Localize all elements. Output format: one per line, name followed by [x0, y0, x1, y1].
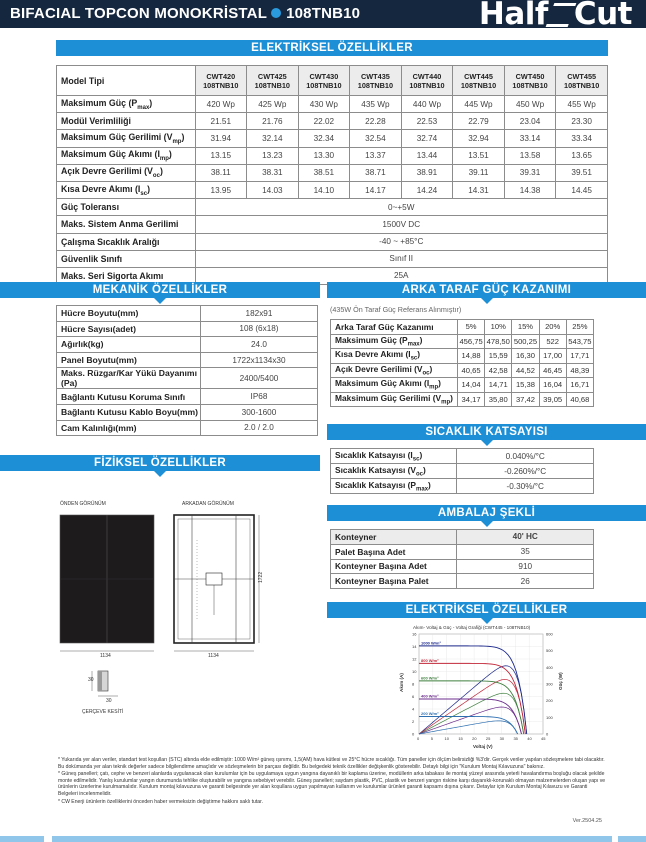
percent-cell: 25%: [566, 320, 593, 335]
value-cell: 24.0: [200, 337, 317, 353]
temperature-row: [331, 449, 594, 464]
value-cell: 32.74: [401, 130, 453, 147]
y-tick-label: 0: [412, 731, 415, 737]
rear-row: [331, 349, 594, 364]
value-cell: 425 Wp: [247, 96, 299, 113]
back-view-label: ARKADAN GÖRÜNÜM: [182, 501, 234, 507]
electrical-row: [57, 147, 608, 164]
value-cell: 22.28: [350, 113, 402, 130]
value-cell: 32.94: [453, 130, 505, 147]
row-label: Maks. Rüzgar/Kar Yükü Dayanımı (Pa): [57, 368, 201, 389]
electrical-row: [57, 130, 608, 147]
row-label: Hücre Boyutu(mm): [57, 306, 201, 322]
value-cell: 13.37: [350, 147, 402, 164]
value-cell: 40,65: [457, 363, 484, 378]
brand-slash-mark: [545, 3, 576, 27]
value-cell: 430 Wp: [298, 96, 350, 113]
value-cell: 33.14: [504, 130, 556, 147]
rear-power-note: (435W Ön Taraf Güç Referans Alınmıştır): [330, 305, 462, 314]
model-header-cell: CWT420 108TNB10: [195, 66, 247, 96]
packaging-row: [331, 559, 594, 574]
frame-width-label: 30: [106, 698, 112, 704]
value-cell: 14.17: [350, 181, 402, 198]
value-cell: 14,04: [457, 378, 484, 393]
value-cell: 40,68: [566, 392, 593, 407]
value-cell: 522: [539, 334, 566, 349]
value-cell: 38.11: [195, 164, 247, 181]
rear-header-row: [331, 320, 594, 335]
row-label: Sıcaklık Katsayısı $(P_{max})$: [331, 479, 457, 494]
model-header-cell: CWT450 108TNB10: [504, 66, 556, 96]
x-axis-label: Voltaj (V): [473, 744, 493, 749]
row-label: Konteyner: [331, 530, 457, 545]
value-cell: 38.51: [298, 164, 350, 181]
mechanical-row: [57, 337, 318, 353]
value-cell: -0.30%/°C: [457, 479, 594, 494]
value-cell: 13.15: [195, 147, 247, 164]
y-tick-label: 16: [412, 631, 417, 637]
value-cell: 23.04: [504, 113, 556, 130]
row-label: Konteyner Başına Adet: [331, 559, 457, 574]
row-label: Güvenlik Sınıfı: [57, 250, 196, 267]
frame-section-icon: [92, 671, 118, 696]
temperature-row: [331, 479, 594, 494]
mechanical-row: [57, 321, 318, 337]
value-cell: Sınıf II: [195, 250, 608, 267]
electrical-table: [56, 65, 608, 285]
y-tick-label: 6: [412, 694, 415, 699]
packaging-section-title: AMBALAJ ŞEKLİ: [327, 505, 646, 521]
value-cell: 182x91: [200, 306, 317, 322]
series-label: 200 W/m²: [421, 711, 439, 716]
row-label: Maks. Seri Sigorta Akımı: [57, 267, 196, 284]
value-cell: 0.040%/°C: [457, 449, 594, 464]
row-label: Açık Devre Gerilimi $(V_{oc})$: [57, 164, 196, 181]
y2-tick-label: 100: [546, 714, 553, 720]
model-header-cell: CWT455 108TNB10: [556, 66, 608, 96]
row-label: Modül Verimliliği: [57, 113, 196, 130]
series-label: 600 W/m²: [421, 675, 439, 681]
mechanical-row: [57, 404, 318, 420]
percent-cell: 20%: [539, 320, 566, 335]
row-label: Arka Taraf Güç Kazanımı: [331, 320, 458, 335]
value-cell: 13.30: [298, 147, 350, 164]
rear-row: [331, 378, 594, 393]
row-label: Maksimum Güç $(P_{max})$: [57, 96, 196, 113]
value-cell: 13.58: [504, 147, 556, 164]
value-cell: 1722x1134x30: [200, 352, 317, 368]
row-label: Palet Başına Adet: [331, 544, 457, 559]
y-tick-label: 14: [412, 644, 417, 649]
packaging-header-row: [331, 530, 594, 545]
value-cell: 435 Wp: [350, 96, 402, 113]
model-header-cell: CWT440 108TNB10: [401, 66, 453, 96]
value-cell: 455 Wp: [556, 96, 608, 113]
header-bar: [0, 0, 646, 32]
row-label: Sıcaklık Katsayısı $(V_{oc})$: [331, 464, 457, 479]
value-cell: 25A: [195, 267, 608, 284]
electrical-span-row: [57, 216, 608, 233]
physical-section-title: FİZİKSEL ÖZELLİKLER: [0, 455, 320, 471]
value-cell: 40' HC: [457, 530, 594, 545]
series-label: 1000 W/m²: [421, 640, 441, 646]
value-cell: 17,00: [539, 349, 566, 364]
value-cell: 14.24: [401, 181, 453, 198]
rear-row: [331, 363, 594, 378]
value-cell: 23.30: [556, 113, 608, 130]
value-cell: 14.31: [453, 181, 505, 198]
value-cell: 32.34: [298, 130, 350, 147]
electrical-row: [57, 181, 608, 198]
x-tick-label: 20: [472, 736, 477, 741]
value-cell: 35: [457, 544, 594, 559]
row-label: Sıcaklık Katsayısı $(I_{sc})$: [331, 449, 457, 464]
model-header-cell: CWT425 108TNB10: [247, 66, 299, 96]
value-cell: 16,30: [512, 349, 539, 364]
x-tick-label: 0: [417, 736, 420, 741]
temperature-section-title: SICAKLIK KATSAYISI: [327, 424, 646, 440]
model-header-cell: CWT430 108TNB10: [298, 66, 350, 96]
value-cell: 1500V DC: [195, 216, 608, 233]
front-view-label: ÖNDEN GÖRÜNÜM: [60, 501, 106, 507]
rear-power-table: [330, 319, 594, 407]
value-cell: 22.02: [298, 113, 350, 130]
version-label: Ver.2504.25: [572, 818, 602, 824]
value-cell: 38.31: [247, 164, 299, 181]
iv-chart: [385, 622, 575, 754]
value-cell: 33.34: [556, 130, 608, 147]
value-cell: 13.23: [247, 147, 299, 164]
mechanical-row: [57, 352, 318, 368]
value-cell: 21.76: [247, 113, 299, 130]
row-label: Maksimum Güç $(P_{max})$: [331, 334, 458, 349]
temperature-row: [331, 464, 594, 479]
y-tick-label: 2: [412, 719, 415, 724]
value-cell: 17,71: [566, 349, 593, 364]
value-cell: 44,52: [512, 363, 539, 378]
value-cell: 16,71: [566, 378, 593, 393]
value-cell: 39,05: [539, 392, 566, 407]
electrical-span-row: [57, 199, 608, 216]
value-cell: 445 Wp: [453, 96, 505, 113]
footnote-paragraph: * Yukarıda yer alan veriler, standart test koşulları (STC) altında elde edilmiştir: 1000 W/m² güneş ışınımı, 1,5(AM) hava kütlesi ve 25°C hücre sıcaklığı. Tüm paneller için ölçüm belirsizliği %3'dir. Gerçek veriler yapılan sözleşmelere tabi olacaktır. Bu dokümanda yer alan teknik değerler sadece bilgilendirme amaçlıdır ve sözleşmelerin bir parçası değildir. Bu belgedeki teknik özellikler değişkenlik gösterebilir. Detaylı bilgi için "Kurulum Montaj Kılavuzuna" bakınız.: [58, 757, 605, 770]
footnote-paragraph: * CW Enerji ürünlerin özelliklerini önceden haber vermeksizin değiştirme hakkını saklı tutar.: [58, 798, 263, 805]
value-cell: 0~+5W: [195, 199, 608, 216]
value-cell: 46,45: [539, 363, 566, 378]
value-cell: 440 Wp: [401, 96, 453, 113]
row-label: Çalışma Sıcaklık Aralığı: [57, 233, 196, 250]
value-cell: 22.53: [401, 113, 453, 130]
value-cell: 39.31: [504, 164, 556, 181]
value-cell: 42,58: [485, 363, 512, 378]
value-cell: 21.51: [195, 113, 247, 130]
back-width-label: 1134: [208, 653, 219, 659]
value-cell: 14.03: [247, 181, 299, 198]
value-cell: 13.95: [195, 181, 247, 198]
physical-drawing: [52, 495, 320, 725]
back-height-label: 1722: [258, 571, 264, 583]
electrical-row: [57, 164, 608, 181]
value-cell: 108 (6x18): [200, 321, 317, 337]
value-cell: -40 ~ +85°C: [195, 233, 608, 250]
row-label: Kısa Devre Akımı $(I_{sc})$: [331, 349, 458, 364]
value-cell: 38.91: [401, 164, 453, 181]
row-label: Kısa Devre Akımı $(I_{sc})$: [57, 181, 196, 198]
value-cell: 420 Wp: [195, 96, 247, 113]
row-label: Maks. Sistem Anma Gerilimi: [57, 216, 196, 233]
rear-power-section-title: ARKA TARAF GÜÇ KAZANIMI: [327, 282, 646, 298]
temperature-table: [330, 448, 594, 494]
x-tick-label: 5: [430, 736, 434, 741]
model-header-cell: CWT435 108TNB10: [350, 66, 402, 96]
value-cell: 16,04: [539, 378, 566, 393]
packaging-row: [331, 544, 594, 559]
value-cell: 450 Wp: [504, 96, 556, 113]
value-cell: 13.44: [401, 147, 453, 164]
value-cell: 543,75: [566, 334, 593, 349]
footnotes: [58, 757, 606, 806]
electrical-row: [57, 113, 608, 130]
value-cell: 13.51: [453, 147, 505, 164]
value-cell: 22.79: [453, 113, 505, 130]
row-label: Açık Devre Gerilimi $(V_{oc})$: [331, 363, 458, 378]
x-tick-label: 35: [513, 736, 518, 741]
value-cell: 32.54: [350, 130, 402, 147]
value-cell: 38.71: [350, 164, 402, 181]
value-cell: 2.0 / 2.0: [200, 420, 317, 436]
y2-tick-label: 600: [546, 631, 553, 637]
bullet-dot: [271, 8, 281, 18]
y2-tick-label: 200: [546, 698, 553, 704]
value-cell: 14,88: [457, 349, 484, 364]
value-cell: 15,59: [485, 349, 512, 364]
value-cell: IP68: [200, 389, 317, 405]
value-cell: 2400/5400: [200, 368, 317, 389]
brand-logo: Half Cut: [478, 0, 632, 32]
value-cell: 14.45: [556, 181, 608, 198]
value-cell: -0.260%/°C: [457, 464, 594, 479]
x-tick-label: 25: [485, 736, 491, 741]
row-label: Cam Kalınlığı(mm): [57, 420, 201, 436]
front-width-label: 1134: [100, 653, 111, 659]
value-cell: 500,25: [512, 334, 539, 349]
value-cell: 15,38: [512, 378, 539, 393]
value-cell: 300-1600: [200, 404, 317, 420]
electrical-span-row: [57, 250, 608, 267]
row-label: Bağlantı Kutusu Koruma Sınıfı: [57, 389, 201, 405]
series-label: 800 W/m²: [421, 657, 439, 663]
value-cell: 37,42: [512, 392, 539, 407]
electrical-span-row: [57, 233, 608, 250]
percent-cell: 5%: [457, 320, 484, 335]
row-label: Hücre Sayısı(adet): [57, 321, 201, 337]
value-cell: 34,17: [457, 392, 484, 407]
value-cell: 31.94: [195, 130, 247, 147]
mechanical-table: [56, 305, 318, 436]
y-tick-label: 12: [412, 656, 417, 662]
mechanical-section-title: MEKANİK ÖZELLİKLER: [0, 282, 320, 298]
value-cell: 14.38: [504, 181, 556, 198]
y2-tick-label: 400: [546, 664, 553, 670]
value-cell: 478,50: [485, 334, 512, 349]
value-cell: 39.51: [556, 164, 608, 181]
row-label: Panel Boyutu(mm): [57, 352, 201, 368]
front-panel-icon: [60, 515, 154, 643]
rear-row: [331, 392, 594, 407]
y2-tick-label: 300: [546, 681, 553, 687]
row-label: Maksimum Güç Gerilimi $(V_{mp})$: [331, 392, 458, 407]
frame-height-label: 30: [88, 677, 94, 683]
row-label: Maksimum Güç Akımı $(I_{mp})$: [57, 147, 196, 164]
percent-cell: 15%: [512, 320, 539, 335]
value-cell: 14,71: [485, 378, 512, 393]
value-cell: 26: [457, 574, 594, 589]
series-label: 400 W/m²: [421, 693, 439, 699]
model-header-cell: CWT445 108TNB10: [453, 66, 505, 96]
row-label: Ağırlık(kg): [57, 337, 201, 353]
row-label: Maksimum Güç Gerilimi $(V_{mp})$: [57, 130, 196, 147]
iv-chart-section-title: ELEKTRİKSEL ÖZELLİKLER: [327, 602, 646, 618]
x-tick-label: 30: [499, 736, 505, 741]
row-label: Güç Toleransı: [57, 199, 196, 216]
bottom-strip: [0, 836, 646, 842]
mechanical-row: [57, 306, 318, 322]
value-cell: 39.11: [453, 164, 505, 181]
row-label: Maksimum Güç Akımı $(I_{mp})$: [331, 378, 458, 393]
y-tick-label: 8: [412, 681, 415, 687]
frame-section-label: ÇERÇEVE KESİTİ: [82, 709, 124, 715]
y2-tick-label: 0: [546, 731, 549, 737]
model-type-label: Model Tipi: [57, 66, 196, 96]
mechanical-row: [57, 420, 318, 436]
x-tick-label: 40: [527, 736, 532, 741]
value-cell: 35,80: [485, 392, 512, 407]
rear-row: [331, 334, 594, 349]
y-tick-label: 4: [412, 706, 415, 712]
chart-title: Akım- Voltaj & Güç - Voltaj Grafiği (CWT445 - 108TNB10): [413, 625, 531, 630]
mechanical-row: [57, 389, 318, 405]
value-cell: 48,39: [566, 363, 593, 378]
y2-tick-label: 500: [546, 648, 553, 654]
product-model: 108TNB10: [286, 5, 361, 22]
y2-axis-label: Güç (W): [558, 672, 563, 690]
value-cell: 456,75: [457, 334, 484, 349]
value-cell: 32.14: [247, 130, 299, 147]
x-tick-label: 10: [444, 736, 450, 741]
electrical-section-title: ELEKTRİKSEL ÖZELLİKLER: [56, 40, 608, 56]
x-tick-label: 45: [541, 736, 546, 741]
footnote-paragraph: * Güneş panelleri; çatı, cephe ve benzeri alanlarda uygulanacak olan kurulumlar için bu uygulamaya uygun yangına dayanıklı bir kaplama üzerine, modüllerin arka tabakası ile montaj yüzeyi arasında yeterli havalandırma boşluğu olacak şekilde monte edilmelidir. Yanlış kurulumlar yangın durumunda tehlike oluşturabilir ve yangına sebebiyet verebilir. Güneş panelleri; saydam plastik, PVC, plastik ve benzeri yangın riskine karşı dayanıklı-korunaklı olmayan malzemelerden oluşan yapı ve ürünlerin üzerlerine kurulmamalıdır. Kurulum montaj kılavuzuna ve garanti belgesinde yer alan koşullara uygun yapılmayan kullanım ve kurulumlar ürünleri garanti kapsamı dışına çıkarır. Detaylar için Kurulum Montaj Kılavuzu ve Garanti Belgeleri incelenmelidir.: [58, 771, 606, 797]
row-label: Konteyner Başına Palet: [331, 574, 457, 589]
electrical-row: [57, 96, 608, 113]
x-tick-label: 15: [458, 736, 463, 741]
mechanical-row: [57, 368, 318, 389]
row-label: Bağlantı Kutusu Kablo Boyu(mm): [57, 404, 201, 420]
value-cell: 14.10: [298, 181, 350, 198]
y-tick-label: 10: [412, 669, 417, 674]
product-title: BIFACIAL TOPCON MONOKRİSTAL 108TNB10: [10, 5, 361, 22]
y-axis-label: Akım (A): [399, 673, 404, 692]
back-panel-icon: [174, 515, 254, 643]
model-header-row: [57, 66, 608, 96]
percent-cell: 10%: [485, 320, 512, 335]
value-cell: 910: [457, 559, 594, 574]
value-cell: 13.65: [556, 147, 608, 164]
packaging-table: [330, 529, 594, 589]
packaging-row: [331, 574, 594, 589]
